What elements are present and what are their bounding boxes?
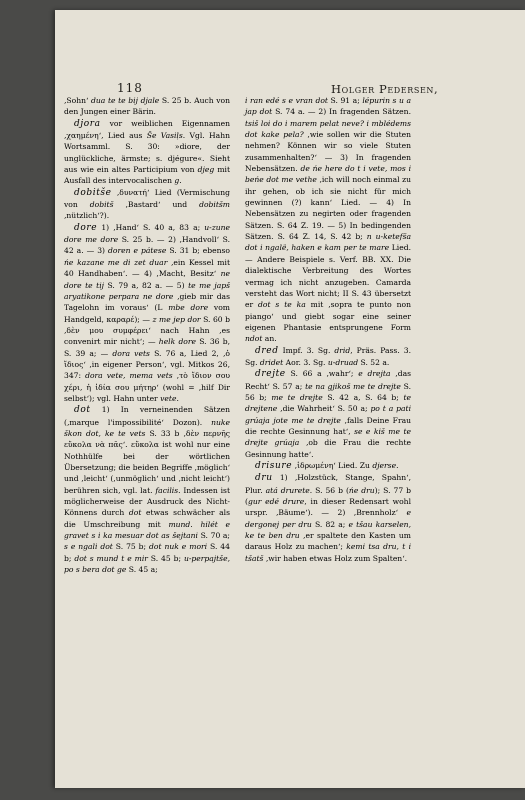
dictionary-entry: drisure ‚ἱδρωμένη‘ Lied. Zu djerse.: [255, 461, 399, 471]
page-number: 118: [117, 81, 143, 95]
right-column: [245, 95, 411, 564]
dictionary-entry: djora vor weiblichen Eigennamen ‚χαημένη‘, Lied aus Še Vasiļs. Vgl. Hahn Wortsamml. S. 30: »diore, der unglückliche, ärmste; s. djégure«. Sieht aus wie ein altes Participium von djeg mit Ausfall des intervocalischen g.: [64, 118, 230, 186]
left-column: [64, 95, 230, 575]
dictionary-entry: dobitše ‚δυνατή‘ Lied (Vermischung von dobitš ‚Bastard‘ und dobitšm ‚nützlich‘?).: [64, 187, 230, 221]
dictionary-entry: drejte S. 66 a ‚wahr‘; e drejta ‚das Recht‘ S. 57 a; te na gjikoš me te drejte S. 56 b; me te drejte S. 42 a, S. 64 b; te drejtene ‚die Wahrheit‘ S. 50 a; po t a pati grúaja jote me te drejte ‚falls Deine Frau die rechte Gesinnung hat‘, se e kiš me te drejte grúaja ‚ob die Frau die rechte Gesinnung hatte‘.: [245, 369, 412, 459]
running-head-author: Holger Pedersen,: [331, 82, 439, 96]
dictionary-entry: ‚Sohn‘ dua te te bij djale S. 25 b. Auch von den Jungen einer Bärin.: [64, 96, 230, 117]
dictionary-entry: dore 1) ‚Hand‘ S. 40 a, 83 a; u-zune dore me dore S. 25 b. — 2) ‚Handvoll‘ S. 42 a. — 3) doren e pátese S. 31 b; ebenso ńe kazane me di zet duar ‚ein Kessel mit 40 Handhaben‘. — 4) ‚Macht, Besitz‘ ne dore te tij S. 79 a, 82 a. — 5) te me japš aryatikone perpara ne dore ‚gieb mir das Tagelohn im voraus‘ (L mbe dore vom Handgeld, καραρέ); — z me jep dor S. 60 b ‚δὲν μου συμφέρει‘ nach Hahn ‚es convenirt mir nicht‘; — helk dore S. 36 b, S. 39 a; — dora vets S. 76 a, Lied 2, ‚ὁ ἴδιος‘ ‚in eigener Person‘, vgl. Mitkos 26, 347: dora vete, mema vets ‚τὸ ἴδιον σου χέρι, ἡ ἰδία σου μήτηρ‘ (wohl = ‚hilf Dir selbst‘); vgl. Hahn unter vete.: [64, 222, 231, 403]
dictionary-entry: dru 1) ‚Holzstück, Stange, Spahn‘, Plur. atá drurete. S. 56 b (ńe dru); S. 77 b (gur edé drure, in dieser Redensart wohl urspr. ‚Bäume‘). — 2) ‚Brennholz‘ e dergonej per dru S. 82 a; e tšau karselen, ke te ben dru ‚er spaltete den Kasten um daraus Holz zu machen‘; kemi tsa dru, t i tšatš ‚wir haben etwas Holz zum Spalten‘.: [245, 473, 411, 563]
dictionary-entry: dred Impf. 3. Sg. drid, Präs. Pass. 3. Sg. dridet Aor. 3. Sg. u-druad S. 52 a.: [245, 345, 411, 367]
dictionary-entry: dot 1) In verneinenden Sätzen (‚marque l'impossibilité‘ Dozon). nuke škon dot, ke te vets S. 33 b ‚δὲν περνῆς εὔκολα νὰ πᾶς‘. εὔκολα ist wohl nur eine Nothhülfe bei der wörtlichen Übersetzung; die beiden Begriffe ‚möglich‘ und ‚leicht‘ (‚unmöglich‘ und ‚nicht leicht‘) berühren sich, vgl. lat. facilis. Indessen ist möglicherweise der Ausdruck des Nicht-Könnens durch dot etwas schwächer als die Umschreibung mit mund. hilét e gravet s i ka mesuar dot as šejtani S. 70 a; s e ngali dot S. 75 b; dot nuk e mori S. 44 b; dot s mund t e mir S. 45 b; u-perpajtše, po s bera dot ge S. 45 a;: [64, 405, 230, 575]
dictionary-entry: i ran edé s e vran dot S. 91 a; lépurin s u a jap dot S. 74 a. — 2) In fragenden Sätzen. tsiš loi do i marem pelat neve? i mblédems dot kake pela? ‚wie sollen wir die Stuten nehmen? Können wir so viele Stuten zusammenhalten?‘ — 3) In fragenden Nebensätzen. de ńe here do t i vete, mos i beńe dot me vethe ‚ich will noch einmal zu ihr gehen, ob ich sie nicht für mich gewinnen (?) kann‘ Lied. — 4) In Nebensätzen zu negirten oder fragenden Sätzen. S. 64 Z. 19. — 5) In bedingenden Sätzen. S. 64 Z. 14, S. 42 b; n u-ketefša dot i ngalë, haken e kam per te mare Lied. — Andere Beispiele s. Verf. BB. XX. Die dialektische Verbreitung des Wortes vermag ich nicht anzugeben. Camarda versteht das Wort nicht; II S. 43 übersetzt er dot s te ka mit ‚sopra te punto non piango‘ und giebt sogar eine seiner eigenen Phantasie entsprungene Form ndot an.: [245, 96, 412, 344]
